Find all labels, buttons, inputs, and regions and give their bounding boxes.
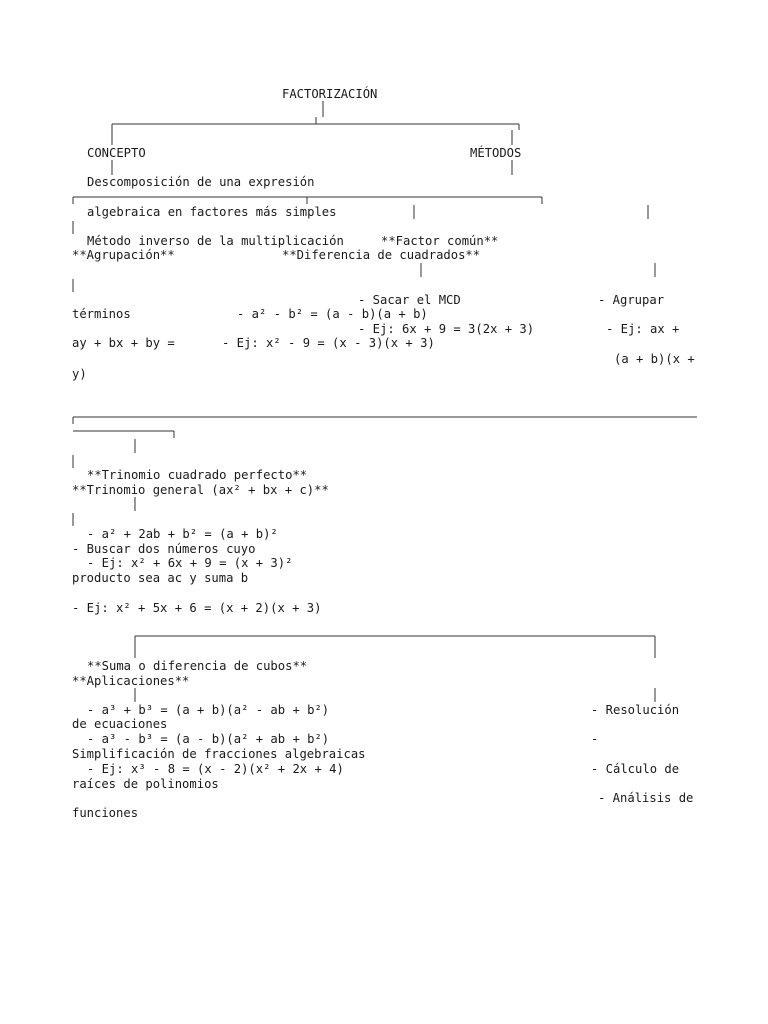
diferencia-cuadrados-rule: - a² - b² = (a - b)(a + b) [237,307,428,321]
branch-concepto: CONCEPTO [87,146,146,160]
concept-line-3: Método inverso de la multiplicación [87,234,344,248]
diferencia-cuadrados-example: - Ej: x² - 9 = (x - 3)(x + 3) [222,336,435,350]
cubos-example: - Ej: x³ - 8 = (x - 2)(x² + 2x + 4) [87,762,344,776]
aplicacion-4: - Análisis de [598,791,694,805]
branch-metodos: MÉTODOS [470,146,522,160]
agrupacion-rule-cont: términos [72,307,131,321]
factor-comun-rule: - Sacar el MCD [358,293,461,307]
method-factor-comun: **Factor común** [381,234,499,248]
agrupacion-result-cont: y) [72,367,87,381]
method-agrupacion: **Agrupación** [72,248,175,262]
trinomio-general-rule: - Buscar dos números cuyo [72,542,256,556]
aplicacion-2: Simplificación de fracciones algebraicas [72,747,366,761]
branch-aplicaciones: **Aplicaciones** [72,674,190,688]
method-diferencia-cuadrados: **Diferencia de cuadrados** [282,248,481,262]
cubos-suma-rule: - a³ + b³ = (a + b)(a² - ab + b²) [87,703,330,717]
agrupacion-example: - Ej: ax + [606,322,680,336]
aplicacion-3: - Cálculo de [591,762,680,776]
concept-line-1: Descomposición de una expresión [87,175,315,189]
page-title: FACTORIZACIÓN [282,87,378,101]
method-trinomio-perfecto: **Trinomio cuadrado perfecto** [87,468,308,482]
factor-comun-example: - Ej: 6x + 9 = 3(2x + 3) [358,322,535,336]
aplicacion-2-dash: - [591,732,599,746]
trinomio-perfecto-rule: - a² + 2ab + b² = (a + b)² [87,527,278,541]
trinomio-general-rule-cont: producto sea ac y suma b [72,571,249,585]
aplicacion-1-cont: de ecuaciones [72,717,168,731]
concept-line-2: algebraica en factores más simples [87,205,337,219]
agrupacion-result: (a + b)(x + [614,352,695,366]
trinomio-perfecto-example: - Ej: x² + 6x + 9 = (x + 3)² [87,556,293,570]
agrupacion-example-cont: ay + bx + by = [72,336,175,350]
method-cubos: **Suma o diferencia de cubos** [87,659,308,673]
aplicacion-4-cont: funciones [72,806,139,820]
cubos-diferencia-rule: - a³ - b³ = (a - b)(a² + ab + b²) [87,732,330,746]
trinomio-general-example: - Ej: x² + 5x + 6 = (x + 2)(x + 3) [72,601,322,615]
aplicacion-1: - Resolución [591,703,680,717]
method-trinomio-general: **Trinomio general (ax² + bx + c)** [72,483,329,497]
aplicacion-3-cont: raíces de polinomios [72,777,219,791]
agrupacion-rule: - Agrupar [598,293,665,307]
